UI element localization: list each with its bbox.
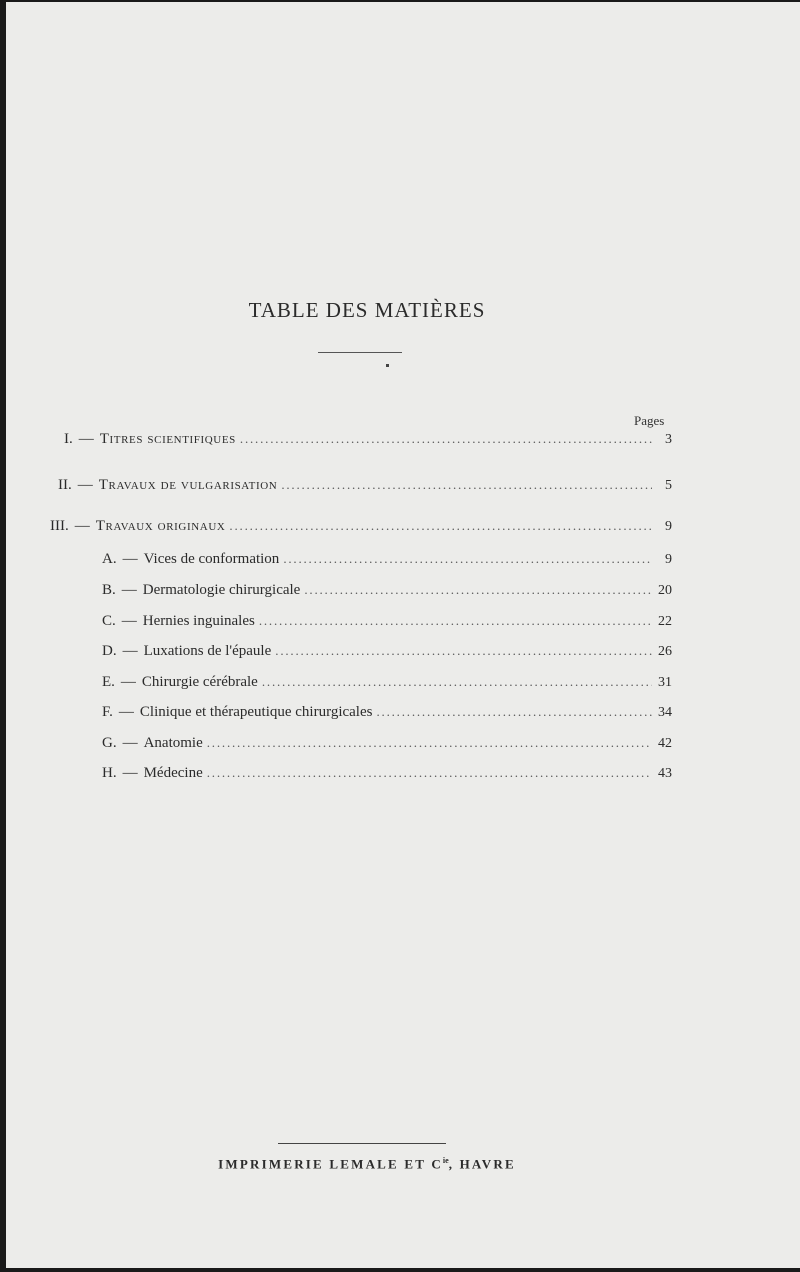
subentry-label: Anatomie [143, 735, 203, 751]
dot-leader [207, 735, 652, 751]
imprint-superscript: ie [442, 1156, 449, 1165]
subentry-letter: A. [102, 551, 117, 567]
dot-leader [304, 582, 652, 598]
entry-label: Travaux originaux [95, 518, 226, 534]
dot-leader [376, 704, 652, 720]
entry-page: 9 [665, 519, 672, 534]
pages-column-header: Pages [634, 413, 665, 428]
subentry-label: Dermatologie chirurgicale [142, 582, 301, 598]
dot-leader [259, 613, 652, 629]
entry-dash: — [122, 643, 138, 659]
entry-number: III. [50, 518, 69, 534]
subentry-label: Hernies inguinales [142, 613, 255, 629]
toc-subentry [102, 735, 672, 755]
toc-entry [58, 477, 672, 497]
title-divider [318, 352, 402, 353]
subentry-letter: B. [102, 582, 116, 598]
imprint-city: , HAVRE [448, 1156, 516, 1172]
entry-dash: — [74, 518, 90, 534]
page-title: TABLE DES MATIÈRES [248, 298, 486, 322]
dot-leader [281, 477, 652, 493]
entry-page: 5 [665, 478, 672, 493]
subentry-label: Chirurgie cérébrale [141, 674, 258, 690]
dot-leader [283, 551, 652, 567]
subentry-letter: D. [102, 643, 117, 659]
entry-label: Titres scientifiques [99, 431, 236, 447]
toc-subentry [102, 765, 672, 785]
footer-divider [278, 1143, 446, 1144]
entry-number: II. [58, 477, 72, 493]
subentry-letter: G. [102, 735, 117, 751]
ornament-dot [386, 364, 389, 367]
entry-dash: — [122, 551, 138, 567]
toc-subentry [102, 582, 672, 602]
toc-subentry [102, 613, 672, 633]
subentry-page: 22 [658, 614, 672, 629]
toc-subentry [102, 551, 672, 571]
subentry-page: 31 [658, 675, 672, 690]
subentry-page: 43 [658, 766, 672, 781]
subentry-label: Clinique et thérapeutique chirurgicales [139, 704, 373, 720]
subentry-page: 34 [658, 705, 672, 720]
entry-dash: — [77, 477, 93, 493]
entry-number: I. [64, 431, 73, 447]
toc-subentry [102, 643, 672, 663]
imprint-text: IMPRIMERIE LEMALE ET C [218, 1156, 443, 1172]
toc-subentry [102, 704, 672, 724]
subentry-letter: H. [102, 765, 117, 781]
subentry-page: 9 [665, 552, 672, 567]
subentry-page: 42 [658, 736, 672, 751]
subentry-label: Luxations de l'épaule [143, 643, 272, 659]
entry-dash: — [78, 431, 94, 447]
toc-subentry [102, 674, 672, 694]
dot-leader [207, 765, 652, 781]
entry-dash: — [122, 735, 138, 751]
dot-leader [262, 674, 652, 690]
subentry-letter: E. [102, 674, 115, 690]
subentry-letter: C. [102, 613, 116, 629]
entry-dash: — [118, 704, 134, 720]
dot-leader [275, 643, 652, 659]
toc-entry [64, 431, 672, 451]
subentry-label: Médecine [143, 765, 203, 781]
subentry-label: Vices de conformation [143, 551, 280, 567]
entry-dash: — [120, 674, 136, 690]
toc-entry [50, 518, 672, 538]
subentry-page: 20 [658, 583, 672, 598]
subentry-page: 26 [658, 644, 672, 659]
document-page [6, 2, 800, 1268]
entry-page: 3 [665, 432, 672, 447]
entry-dash: — [122, 765, 138, 781]
printer-imprint [6, 1156, 728, 1172]
subentry-letter: F. [102, 704, 113, 720]
dot-leader [240, 431, 652, 447]
entry-dash: — [121, 613, 137, 629]
entry-dash: — [121, 582, 137, 598]
entry-label: Travaux de vulgarisation [98, 477, 278, 493]
dot-leader [229, 518, 652, 534]
